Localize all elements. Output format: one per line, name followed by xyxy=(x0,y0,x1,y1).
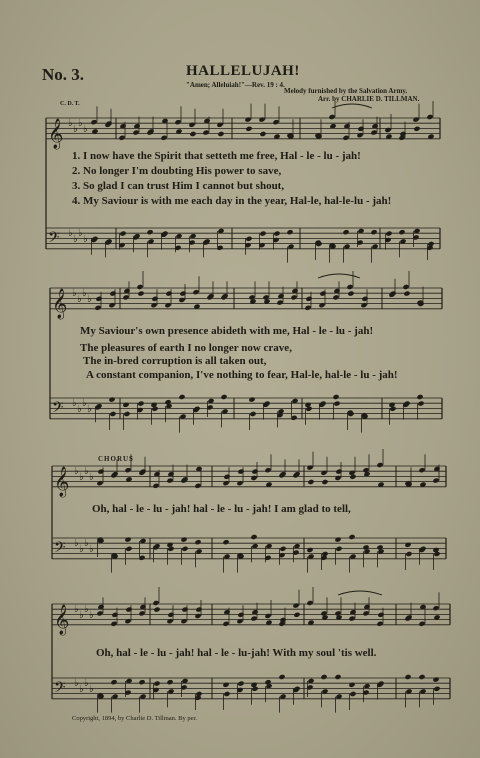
flat-icon: ♭ xyxy=(83,234,88,245)
flat-icon: ♭ xyxy=(89,684,94,695)
flat-icon: ♭ xyxy=(79,472,84,483)
note-head xyxy=(167,612,174,618)
bass-clef-icon: 𝄢 xyxy=(52,398,64,420)
note-head xyxy=(179,291,186,297)
note-head xyxy=(174,119,181,125)
note-head xyxy=(192,289,199,295)
note-head xyxy=(125,546,132,552)
note-head xyxy=(136,284,143,290)
note-head xyxy=(356,132,363,138)
note-head xyxy=(237,612,244,618)
note-head xyxy=(348,616,355,622)
note-head xyxy=(335,546,342,552)
note-head xyxy=(259,131,266,137)
note-head xyxy=(321,479,328,485)
note-head xyxy=(222,621,229,627)
note-head xyxy=(222,539,229,545)
note-head xyxy=(194,483,201,489)
note-head xyxy=(94,305,101,311)
bass-clef-icon: 𝄢 xyxy=(48,228,60,250)
flat-icon: ♭ xyxy=(72,288,77,299)
flat-icon: ♭ xyxy=(79,684,84,695)
flat-icon: ♭ xyxy=(84,604,89,615)
note-head xyxy=(334,674,341,680)
note-head xyxy=(251,469,258,475)
note-head xyxy=(264,613,271,619)
note-head xyxy=(90,119,97,125)
note-head xyxy=(188,122,195,128)
bass-clef-icon: 𝄢 xyxy=(54,538,66,560)
note-head xyxy=(319,291,326,297)
flat-icon: ♭ xyxy=(74,466,79,477)
note-head xyxy=(405,551,412,557)
note-head xyxy=(164,302,171,308)
verse-3-line-a: 3. So glad I can trust Him I cannot but shout, xyxy=(72,180,285,192)
note-head xyxy=(146,229,153,235)
flat-icon: ♭ xyxy=(79,610,84,621)
note-head xyxy=(413,126,420,132)
note-head xyxy=(222,682,229,688)
flat-icon: ♭ xyxy=(77,404,82,415)
note-head xyxy=(404,674,411,680)
note-head xyxy=(272,119,279,125)
note-head xyxy=(404,542,411,548)
note-head xyxy=(398,229,405,235)
note-head xyxy=(250,534,257,540)
note-head xyxy=(236,480,243,486)
flat-icon: ♭ xyxy=(78,118,83,129)
note-head xyxy=(276,300,283,306)
note-head xyxy=(248,397,255,403)
flat-icon: ♭ xyxy=(74,538,79,549)
flat-icon: ♭ xyxy=(82,398,87,409)
note-head xyxy=(119,231,126,237)
note-head xyxy=(152,600,159,606)
note-head xyxy=(222,480,229,486)
flat-icon: ♭ xyxy=(73,124,78,135)
note-head xyxy=(258,117,265,123)
note-head xyxy=(165,291,172,297)
note-head xyxy=(181,546,188,552)
flat-icon: ♭ xyxy=(74,604,79,615)
note-head xyxy=(166,679,173,685)
note-head xyxy=(96,480,103,486)
note-head xyxy=(349,691,356,697)
note-head xyxy=(138,610,145,616)
note-head xyxy=(332,394,339,400)
note-head xyxy=(417,401,424,407)
verse-1-line-a: 1. I now have the Spirit that setteth me free, Hal - le - lu - jah! xyxy=(72,150,361,162)
note-head xyxy=(403,291,410,297)
flat-icon: ♭ xyxy=(77,294,82,305)
chorus-label: CHORUS xyxy=(98,455,134,463)
flat-icon: ♭ xyxy=(87,404,92,415)
note-head xyxy=(304,305,311,311)
note-head xyxy=(332,294,339,300)
note-head xyxy=(305,296,312,302)
note-head xyxy=(259,231,266,237)
slur xyxy=(332,104,372,108)
note-head xyxy=(318,302,325,308)
chorus-line-2: Oh, hal - le - lu - jah! hal - le - lu-jah! With my soul 'tis well. xyxy=(96,647,377,659)
scripture-reference: "Amen; Alleluiah!"—Rev. 19 : 4. xyxy=(186,81,285,89)
note-head xyxy=(132,130,139,136)
note-head xyxy=(306,465,313,471)
note-head xyxy=(402,284,409,290)
note-head xyxy=(109,291,116,297)
note-head xyxy=(320,470,327,476)
flat-icon: ♭ xyxy=(84,538,89,549)
flat-icon: ♭ xyxy=(68,118,73,129)
note-head xyxy=(180,537,187,543)
treble-clef-icon: 𝄞 xyxy=(48,118,64,149)
note-head xyxy=(385,231,392,237)
note-head xyxy=(334,475,341,481)
note-head xyxy=(195,607,202,613)
note-head xyxy=(150,302,157,308)
note-head xyxy=(153,681,160,687)
note-head xyxy=(125,607,132,613)
note-head xyxy=(290,294,297,300)
meter-initials: C. D. T. xyxy=(60,101,80,107)
note-head xyxy=(426,114,433,120)
arranger-credit: Arr. by CHARLIE D. TILLMAN. xyxy=(318,95,420,103)
note-head xyxy=(245,236,252,242)
note-head xyxy=(237,469,244,475)
note-head xyxy=(111,612,118,618)
note-head xyxy=(416,394,423,400)
note-head xyxy=(346,284,353,290)
flat-icon: ♭ xyxy=(83,124,88,135)
hymn-number: No. 3. xyxy=(42,65,85,84)
flat-icon: ♭ xyxy=(84,466,89,477)
note-head xyxy=(118,135,125,141)
note-head xyxy=(123,411,130,417)
note-head xyxy=(124,537,131,543)
slur xyxy=(318,274,360,278)
note-head xyxy=(124,618,131,624)
verse-2-line-b: The pleasures of earth I no longer now crave, xyxy=(80,342,292,354)
note-head xyxy=(151,296,158,302)
note-head xyxy=(181,607,188,613)
note-head xyxy=(432,677,439,683)
note-head xyxy=(245,126,252,132)
note-head xyxy=(418,674,425,680)
note-head xyxy=(137,291,144,297)
flat-icon: ♭ xyxy=(68,228,73,239)
note-head xyxy=(189,131,196,137)
note-head xyxy=(293,612,300,618)
note-head xyxy=(347,291,354,297)
note-head xyxy=(223,474,230,480)
flat-icon: ♭ xyxy=(87,294,92,305)
note-head xyxy=(237,681,244,687)
note-head xyxy=(370,229,377,235)
note-head xyxy=(152,483,159,489)
note-head xyxy=(202,130,209,136)
note-head xyxy=(320,674,327,680)
flat-icon: ♭ xyxy=(79,544,84,555)
flat-icon: ♭ xyxy=(84,678,89,689)
note-head xyxy=(194,539,201,545)
note-head xyxy=(384,127,391,133)
note-head xyxy=(97,469,104,475)
treble-clef-icon: 𝄞 xyxy=(52,288,68,319)
note-head xyxy=(166,478,173,484)
note-head xyxy=(108,302,115,308)
flat-icon: ♭ xyxy=(72,398,77,409)
note-head xyxy=(264,467,271,473)
note-head xyxy=(432,605,439,611)
note-head xyxy=(178,297,185,303)
treble-clef-icon: 𝄞 xyxy=(54,466,70,497)
note-head xyxy=(223,691,230,697)
hymn-title: HALLELUJAH! xyxy=(186,63,300,79)
note-head xyxy=(178,394,185,400)
note-head xyxy=(236,618,243,624)
note-head xyxy=(153,607,160,613)
slur xyxy=(338,591,382,595)
note-head xyxy=(307,479,314,485)
note-head xyxy=(334,537,341,543)
note-head xyxy=(220,394,227,400)
note-head xyxy=(244,117,251,123)
note-head xyxy=(360,302,367,308)
note-head xyxy=(357,126,364,132)
note-head xyxy=(138,679,145,685)
note-head xyxy=(418,467,425,473)
note-head xyxy=(96,610,103,616)
flat-icon: ♭ xyxy=(89,544,94,555)
note-head xyxy=(292,603,299,609)
note-head xyxy=(376,462,383,468)
note-head xyxy=(166,618,173,624)
note-head xyxy=(335,469,342,475)
note-head xyxy=(216,122,223,128)
note-head xyxy=(160,135,167,141)
note-head xyxy=(370,130,377,136)
flat-icon: ♭ xyxy=(74,678,79,689)
note-head xyxy=(342,229,349,235)
verse-1-line-b: My Saviour's own presence abideth with me, Hal - le - lu - jah! xyxy=(80,325,374,337)
note-head xyxy=(110,621,117,627)
note-head xyxy=(348,534,355,540)
note-head xyxy=(376,621,383,627)
flat-icon: ♭ xyxy=(89,610,94,621)
bass-clef-icon: 𝄢 xyxy=(54,678,66,700)
note-head xyxy=(418,621,425,627)
note-head xyxy=(122,294,129,300)
note-head xyxy=(306,600,313,606)
note-head xyxy=(362,610,369,616)
note-head xyxy=(250,616,257,622)
note-head xyxy=(95,296,102,302)
flat-icon: ♭ xyxy=(82,288,87,299)
note-head xyxy=(110,679,117,685)
flat-icon: ♭ xyxy=(89,472,94,483)
note-head xyxy=(124,467,131,473)
note-head xyxy=(273,231,280,237)
verse-2-line-a: 2. No longer I'm doubting His power to save, xyxy=(72,165,282,177)
note-head xyxy=(328,114,335,120)
melody-credit: Melody furnished by the Salvation Army. xyxy=(284,87,408,95)
treble-clef-icon: 𝄞 xyxy=(54,604,70,635)
note-head xyxy=(412,117,419,123)
note-head xyxy=(194,613,201,619)
note-head xyxy=(109,411,116,417)
verse-4-line-a: 4. My Saviour is with me each day in the year, Hal-le, hal-le-lu - jah! xyxy=(72,195,392,207)
note-head xyxy=(217,131,224,137)
note-head xyxy=(249,411,256,417)
note-head xyxy=(286,229,293,235)
note-head xyxy=(333,401,340,407)
verse-4-line-b: A constant companion, I've nothing to fear, Hal-le, hal-le - lu - jah! xyxy=(86,369,398,381)
note-head xyxy=(278,674,285,680)
copyright-notice: Copyright, 1894, by Charlie D. Tillman. By per. xyxy=(72,715,197,722)
note-head xyxy=(348,682,355,688)
note-head xyxy=(377,612,384,618)
verse-3-line-b: The in-bred corruption is all taken out, xyxy=(83,355,267,367)
note-head xyxy=(342,135,349,141)
note-head xyxy=(250,475,257,481)
note-head xyxy=(108,397,115,403)
flat-icon: ♭ xyxy=(78,228,83,239)
note-head xyxy=(180,618,187,624)
note-head xyxy=(432,478,439,484)
note-head xyxy=(122,402,129,408)
chorus-line-1: Oh, hal - le - lu - jah! hal - le - lu - jah! I am glad to tell, xyxy=(92,503,351,515)
note-head xyxy=(306,547,313,553)
note-head xyxy=(137,401,144,407)
note-head xyxy=(361,296,368,302)
note-head xyxy=(433,686,440,692)
flat-icon: ♭ xyxy=(73,234,78,245)
note-head xyxy=(279,546,286,552)
